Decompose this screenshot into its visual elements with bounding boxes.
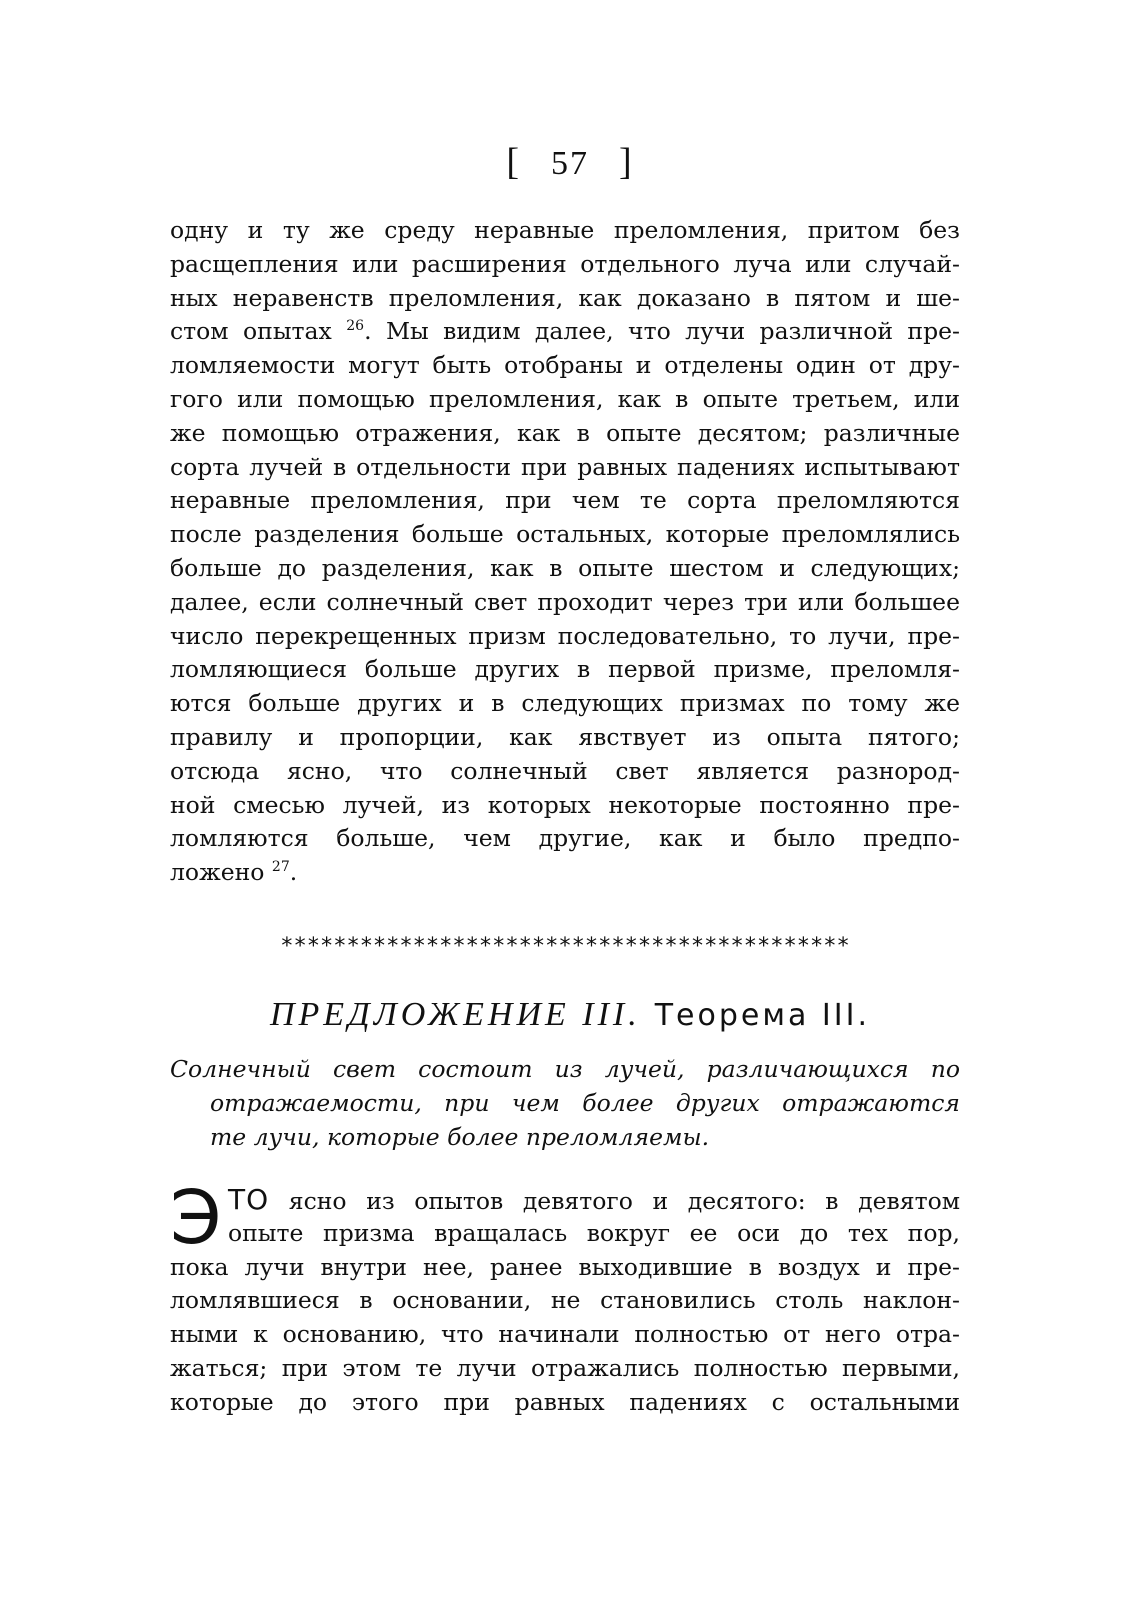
text-line: сорта лучей в отдельности при равных падениях испытывают xyxy=(170,452,960,481)
text-line: пока лучи внутри нее, ранее выходившие в воздух и пре- xyxy=(170,1252,960,1281)
text-segment: . xyxy=(289,858,298,887)
text-line: ными к основанию, что начинали полностью от него отра- xyxy=(170,1320,960,1349)
text-line xyxy=(170,315,960,349)
proposition-title: ПРЕДЛОЖЕНИЕ III. xyxy=(269,996,641,1033)
proposition-statement xyxy=(170,1052,960,1154)
text-line: одну и ту же среду неравные преломления, притом без xyxy=(170,216,960,244)
small-caps-start: ТО xyxy=(228,1183,270,1216)
section-heading xyxy=(0,994,1140,1034)
text-line xyxy=(170,856,960,890)
theorem-title: Теорема III. xyxy=(654,998,871,1033)
text-line: те лучи, которые более преломляемы. xyxy=(210,1123,710,1151)
text-line: расщепления или расширения отдельного луча или случай- xyxy=(170,249,960,278)
text-line: далее, если солнечный свет проходит через три или большее xyxy=(170,587,960,616)
text-line: ных неравенств преломления, как доказано в пятом и ше- xyxy=(170,283,960,312)
text-line: ной смесью лучей, из которых некоторые постоянно пре- xyxy=(170,790,960,819)
text-line: ломлявшиеся в основании, не становились столь наклон- xyxy=(170,1286,960,1315)
text-line: ломляемости могут быть отобраны и отделены один от дру- xyxy=(170,351,960,380)
text-line: число перекрещенных призм последовательно, то лучи, пре- xyxy=(170,621,960,650)
page-number xyxy=(0,140,1140,184)
paragraph-1 xyxy=(170,214,960,890)
text-line: Солнечный свет состоит из лучей, различающихся по xyxy=(170,1055,960,1083)
text-line: больше до разделения, как в опыте шестом и следующих; xyxy=(170,553,960,582)
text-line: ются больше других и в следующих призмах по тому же xyxy=(170,689,960,718)
text-line: правилу и пропорции, как явствует из опыта пятого; xyxy=(170,722,960,751)
drop-cap: Э xyxy=(170,1175,222,1261)
text-line: опыте призма вращалась вокруг ее оси до тех пор, xyxy=(228,1218,960,1247)
text-line: жаться; при этом те лучи отражались полностью первыми, xyxy=(170,1353,960,1382)
bracket-left: [ xyxy=(506,141,521,183)
text-segment: . Мы видим далее, что лучи различной пре- xyxy=(364,317,960,346)
text-segment: ясно из опытов девятого и десятого: в девятом xyxy=(269,1187,960,1215)
page-number-value: 57 xyxy=(551,145,589,182)
section-separator: ******************************************* xyxy=(280,934,850,959)
footnote-marker: 27 xyxy=(271,859,290,876)
paragraph-2 xyxy=(170,1175,960,1420)
text-line: неравные преломления, при чем те сорта преломляются xyxy=(170,486,960,515)
bracket-right: ] xyxy=(619,141,634,183)
text-line: ломляются больше, чем другие, как и было предпо- xyxy=(170,824,960,853)
text-line: ломляющиеся больше других в первой призме, преломля- xyxy=(170,655,960,684)
text-segment: стом опытах xyxy=(170,317,332,346)
footnote-marker: 26 xyxy=(346,318,365,335)
text-line: после разделения больше остальных, которые преломлялись xyxy=(170,520,960,549)
text-line: отсюда ясно, что солнечный свет является разнород- xyxy=(170,756,960,785)
text-line xyxy=(170,1183,960,1217)
text-segment: ложено xyxy=(170,858,265,887)
text-line: которые до этого при равных падениях с остальными xyxy=(170,1387,960,1416)
text-line: гого или помощью преломления, как в опыте третьем, или xyxy=(170,384,960,413)
text-line: отражаемости, при чем более других отражаются xyxy=(210,1089,960,1117)
text-line: же помощью отражения, как в опыте десятом; различные xyxy=(170,418,960,447)
